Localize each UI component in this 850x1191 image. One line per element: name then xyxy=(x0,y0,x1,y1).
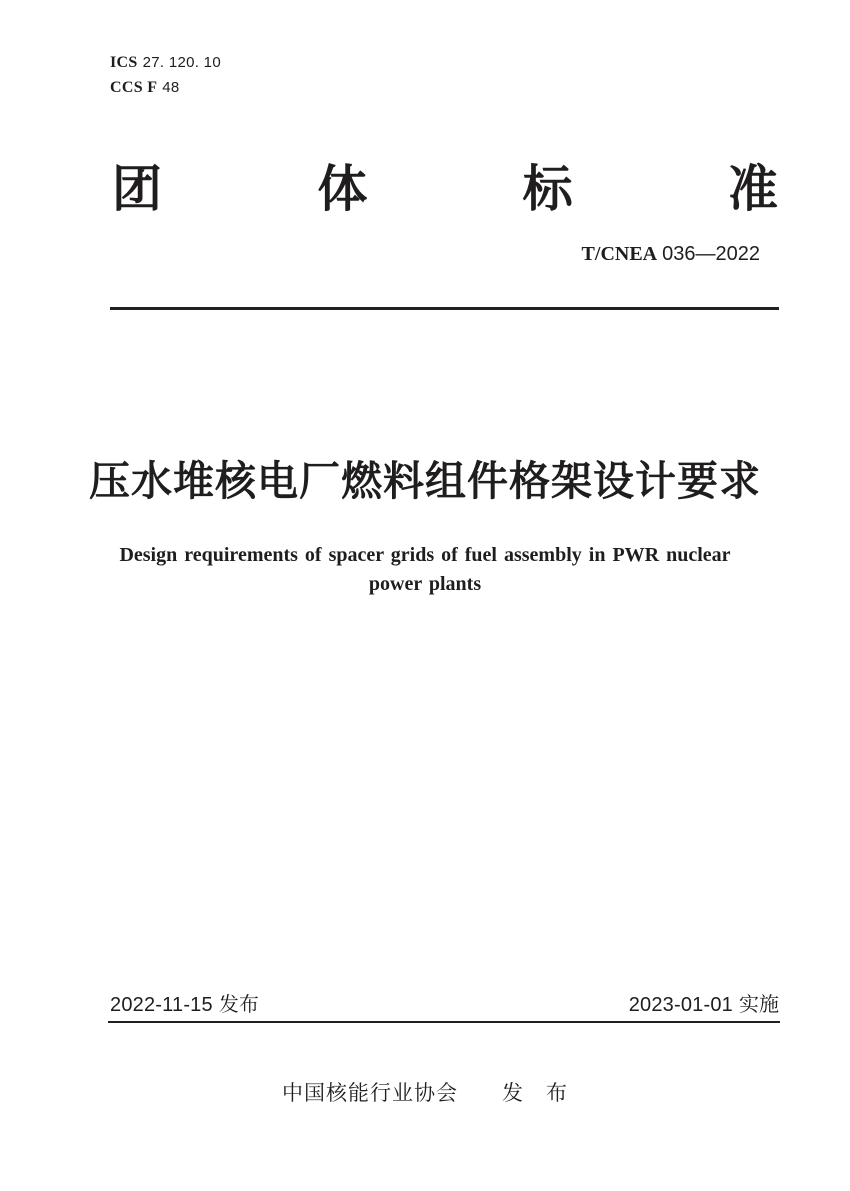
implement-date-block xyxy=(629,993,779,1017)
ics-code-line xyxy=(110,50,221,75)
standard-number xyxy=(582,243,760,266)
ics-value: 27. 120. 10 xyxy=(142,54,221,71)
header-rule xyxy=(110,307,779,310)
classification-codes xyxy=(110,50,221,100)
implement-date-label: 实施 xyxy=(739,994,779,1016)
doc-type-char: 体 xyxy=(317,161,368,217)
doc-type-char: 准 xyxy=(727,161,778,217)
doc-type-char: 团 xyxy=(112,161,162,217)
title-english-line1: Design requirements of spacer grids of fuel assembly in PWR nuclear xyxy=(119,544,731,566)
standard-number-value: 036—2022 xyxy=(662,243,760,265)
document-type-heading xyxy=(112,162,778,216)
title-english-line2: power plants xyxy=(368,573,482,595)
issue-date-block xyxy=(110,993,259,1017)
standard-number-prefix: T/CNEA xyxy=(581,243,658,265)
footer-dates-row xyxy=(110,993,779,1017)
ccs-value: 48 xyxy=(162,79,180,96)
ccs-code-line xyxy=(110,75,221,100)
issue-date-label: 发布 xyxy=(218,994,259,1016)
title-english xyxy=(105,541,745,599)
implement-date: 2023-01-01 xyxy=(628,994,733,1016)
footer-rule xyxy=(108,1021,780,1023)
ccs-label: CCS F xyxy=(110,79,158,96)
doc-type-char: 标 xyxy=(522,161,573,217)
publisher-line: 中国核能行业协会 发 布 xyxy=(282,1082,568,1105)
issue-date: 2022-11-15 xyxy=(110,994,213,1016)
title-chinese: 压水堆核电厂燃料组件格架设计要求 xyxy=(89,458,761,504)
ics-label: ICS xyxy=(110,54,138,71)
